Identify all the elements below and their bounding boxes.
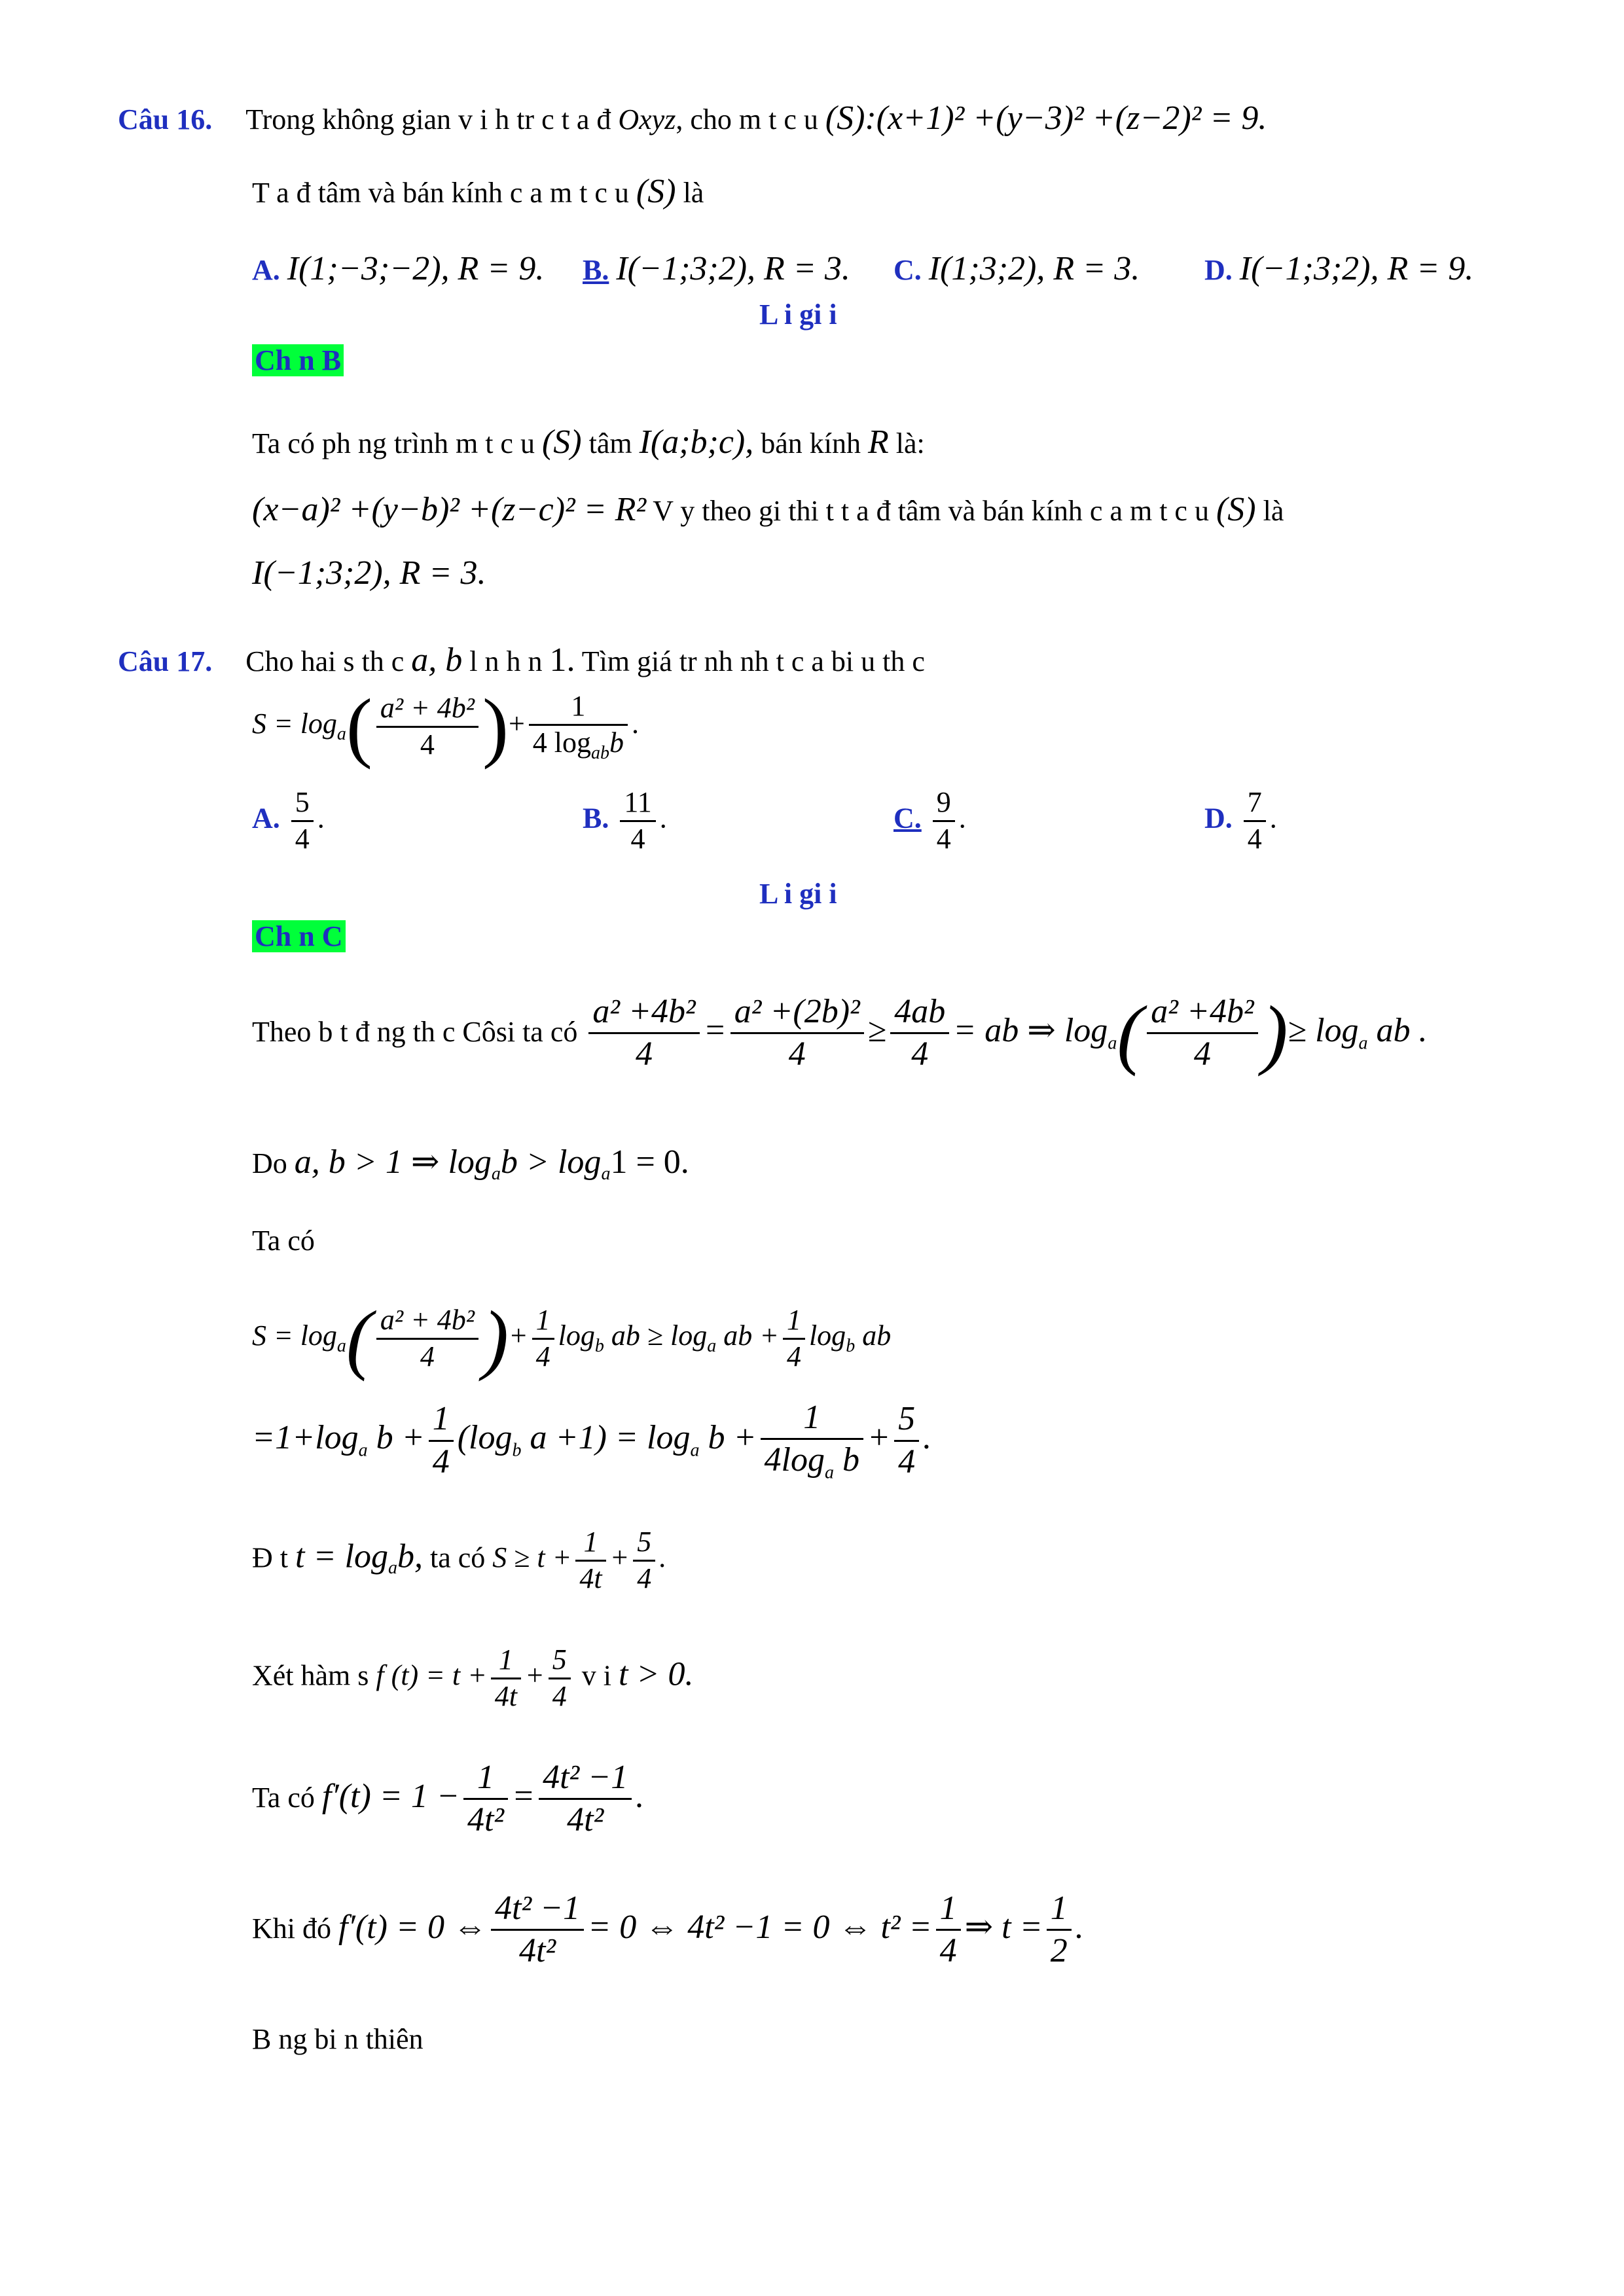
expr-s: S = log (252, 708, 337, 740)
sol-text: là: (895, 427, 925, 459)
q17-solution-title: L i gi i (759, 878, 837, 910)
expr-frac-b: b (609, 726, 624, 759)
sol-math: R (868, 423, 889, 461)
step8-math: f′(t) = 0 ⇔ $\frac{\text{4t² −1}}{\text{4t²}}$ = 0 ⇔ 4t² −1 = 0 ⇔ t² = $\frac{1}{4}$ ⇒ t = $\frac{1}{2}$ . (338, 1890, 1084, 1970)
expr-frac2 (529, 689, 628, 764)
paren-right: ) (482, 683, 509, 770)
step-text: Xét hàm s (252, 1659, 369, 1692)
q17-step1 (252, 989, 1428, 1077)
q16-text2: , cho m t c u (676, 103, 818, 135)
q16-sol-line2 (252, 490, 1284, 530)
q16-coord: Oxyz (618, 103, 676, 135)
option-letter: D. (1204, 254, 1233, 286)
q17-vars: a, b (411, 641, 463, 679)
step-text: ta có (429, 1541, 486, 1574)
option-frac (1244, 785, 1266, 857)
sol-math: (S) (1216, 491, 1256, 528)
q16-option-d (1204, 249, 1473, 289)
expr-num: a² + 4b² (376, 691, 478, 728)
expr-frac (376, 691, 478, 762)
option-text: I(−1;3;2), R = 3. (616, 250, 850, 287)
option-letter: C. (893, 802, 922, 834)
expr-den: 4 (420, 728, 435, 761)
step-text: Theo b t đ ng th c Côsi ta có (252, 1015, 578, 1048)
step5-ineq: S ≥ t + $\frac{1}{4t}$ + $\frac{5}{4}$ . (492, 1526, 667, 1594)
step-text: Khi đó (252, 1912, 331, 1945)
expr-frac-den: 4 log (532, 726, 591, 759)
paren-left: ( (346, 683, 372, 770)
q16-option-a (252, 249, 544, 289)
step-math: a, b > 1 ⇒ log (294, 1143, 492, 1181)
step-math: t > 0. (618, 1655, 694, 1693)
option-num: 11 (620, 785, 655, 822)
option-letter: D. (1204, 802, 1233, 834)
sol-text: tâm (588, 427, 632, 459)
step-text: Ta có (252, 1225, 315, 1257)
q17-option-a: A. $\frac{5}{4}$ . (252, 785, 325, 857)
sol-math: (S) (541, 423, 582, 461)
q17-step6 (252, 1643, 694, 1714)
step-text: Ta có (252, 1781, 315, 1814)
q16-line2-s: (S) (636, 173, 676, 210)
sol-text: Ta có ph ng trình m t c u (252, 427, 535, 459)
step-math: b, (397, 1537, 423, 1575)
q16-solution-title: L i gi i (759, 298, 837, 331)
q16-equation: (S):(x+1)² +(y−3)² +(z−2)² = 9. (825, 99, 1267, 137)
step-math: b > log (500, 1143, 602, 1181)
answer-choice: Ch n B (252, 344, 344, 376)
q17-option-b: B. $\frac{11}{4}$ . (583, 785, 667, 857)
option-frac (291, 785, 314, 857)
question-label: Câu 17. (118, 645, 213, 677)
q17-step8 (252, 1888, 1084, 1972)
sol-text: bán kính (761, 427, 861, 459)
q16-line2-end: là (683, 177, 704, 209)
option-text: I(−1;3;2), R = 9. (1239, 250, 1474, 287)
option-num: 7 (1244, 785, 1266, 822)
option-den: 4 (936, 822, 951, 855)
q16-text: Trong không gian v i h tr c t a đ (245, 103, 619, 135)
q17-text: Tìm giá tr nh nh t c a bi u th c (581, 645, 925, 677)
sol-math: I(a;b;c), (639, 423, 754, 461)
option-num: 5 (291, 785, 314, 822)
step-math: t = log (295, 1537, 388, 1575)
sol-math: (x−a)² +(y−b)² +(z−c)² = R² (252, 491, 647, 528)
option-den: 4 (1247, 822, 1262, 855)
step-text: B ng bi n thiên (252, 2023, 424, 2055)
option-frac (933, 785, 955, 857)
q16-sol-line1 (252, 422, 925, 463)
step-text: Do (252, 1147, 287, 1179)
option-letter: C. (893, 254, 922, 286)
option-text: I(1;−3;−2), R = 9. (287, 250, 545, 287)
option-den: 4 (295, 822, 310, 855)
option-text: I(1;3;2), R = 3. (928, 250, 1140, 287)
q17-step9 (252, 2022, 424, 2057)
q17-line1 (118, 640, 925, 681)
q17-option-c: C. $\frac{9}{4}$ . (893, 785, 966, 857)
q16-line2 (252, 171, 704, 212)
sol-math: I(−1;3;2), R = 3. (252, 554, 486, 592)
q17-one: 1. (549, 641, 575, 679)
question-label: Câu 16. (118, 103, 213, 135)
q16-sol-line3 (252, 553, 486, 594)
q17-step3 (252, 1224, 315, 1259)
option-letter: B. (583, 802, 609, 834)
step-text: v i (581, 1659, 611, 1692)
q17-option-d: D. $\frac{7}{4}$ . (1204, 785, 1277, 857)
step6-func: f (t) = t + $\frac{1}{4t}$ + $\frac{5}{4}$ (376, 1659, 574, 1691)
q16-option-b (583, 249, 850, 289)
q17-step7 (252, 1757, 644, 1841)
q17-text: Cho hai s th c (245, 645, 405, 677)
sol-text: V y theo gi thi t t a đ tâm và bán kính c a m t c u (653, 495, 1209, 527)
step-math: 1 = 0. (610, 1143, 689, 1181)
expr-frac-sub: ab (591, 742, 609, 763)
step-text: Đ t (252, 1541, 288, 1574)
expr-frac-num: 1 (529, 689, 628, 726)
step1-math: $\frac{\text{a² +4b²}}{4}$ = $\frac{\text{a² +(2b)²}}{4}$ ≥ $\frac{4ab}{4}$ = ab ⇒ $\log_a$( $\frac{\text{a² +4b²}}{4}$ )≥ $\log_a$ ab . (585, 1012, 1427, 1049)
q16-line1 (118, 98, 1267, 139)
q17-step4-line1: $S = \log_a$( $\frac{\text{a² + 4b²}}{4}$ )+ $\frac{1}{4}$ $\log_b$ ab ≥ $\log_a$ ab + $\frac{1}{4}$ $\log_b$ ab (252, 1295, 892, 1382)
q17-step2: Do a, b > 1 ⇒ $\log_ab > \log_a1 = 0$. (252, 1143, 689, 1184)
option-frac (620, 785, 655, 857)
q17-text: l n h n (469, 645, 543, 677)
q17-choice (252, 920, 346, 954)
answer-choice: Ch n C (252, 920, 346, 952)
option-letter: B. (583, 254, 609, 286)
q16-option-c (893, 249, 1140, 289)
q16-line2-text: T a đ tâm và bán kính c a m t c u (252, 177, 629, 209)
expr-sub: a (336, 723, 346, 744)
q16-choice (252, 344, 344, 378)
step7-math: f′(t) = 1 − $\frac{1}{\text{4t²}}$ = $\frac{\text{4t² −1}}{\text{4t²}}$ . (321, 1759, 645, 1839)
option-letter: A. (252, 802, 280, 834)
option-letter: A. (252, 254, 280, 286)
option-num: 9 (933, 785, 955, 822)
expr-plus: + (508, 708, 525, 740)
q17-step5: Đ t $t = \log_ab$, ta có S ≥ t + $\frac{1}{4t}$ + $\frac{5}{4}$ . (252, 1526, 667, 1594)
q17-expression: $S = \log_a$( $\frac{\text{a² + 4b²}}{4}$ )+ $\frac{1}{4 \log_{ab}b}$ . (252, 683, 639, 770)
sol-text: là (1263, 495, 1284, 527)
option-den: 4 (630, 822, 645, 855)
q17-step4-line2: $=1+\log_a$ b + $\frac{1}{4}$ ($\log_b$ $a +1) = \log_a b$ + $\frac{1}{4\log_a b}$ + $\frac{5}{4}$ . (252, 1399, 932, 1483)
